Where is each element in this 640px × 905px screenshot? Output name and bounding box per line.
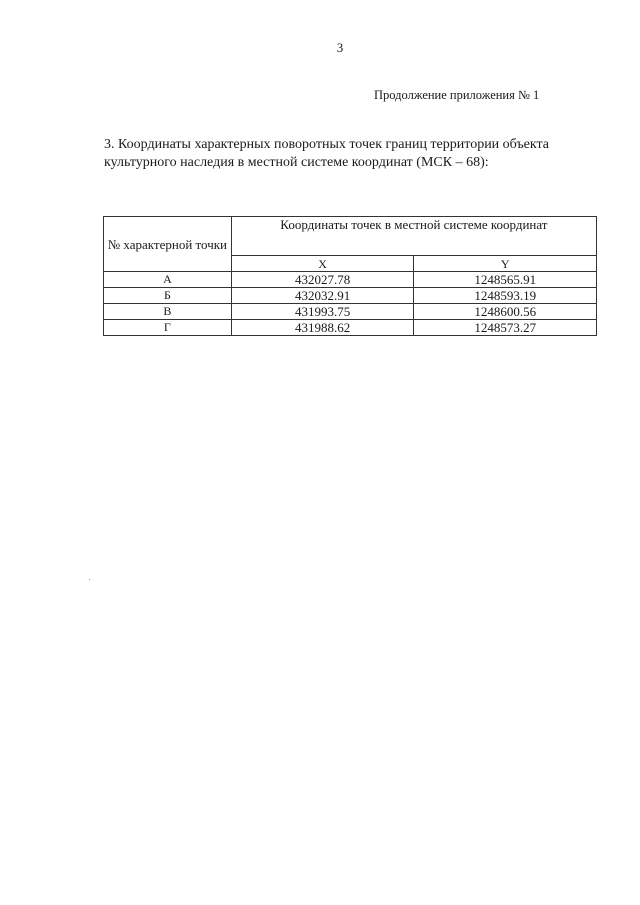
appendix-note: Продолжение приложения № 1 [374, 88, 540, 102]
page-number: 3 [336, 40, 344, 55]
x-value: 432027.78 [231, 272, 414, 288]
y-value: 1248573.27 [414, 320, 597, 336]
section-heading-line-2: культурного наследия в местной системе координат (МСК – 68): [104, 155, 489, 170]
y-value: 1248593.19 [414, 288, 597, 304]
x-value: 432032.91 [231, 288, 414, 304]
point-label: А [104, 272, 232, 288]
x-value: 431988.62 [231, 320, 414, 336]
point-column-header: № характерной точки [104, 217, 232, 272]
table-row [104, 272, 597, 288]
point-label: Г [104, 320, 232, 336]
point-label: Б [104, 288, 232, 304]
x-value: 431993.75 [231, 304, 414, 320]
scan-speck [89, 579, 90, 580]
y-value: 1248600.56 [414, 304, 597, 320]
point-label: В [104, 304, 232, 320]
table-row [104, 320, 597, 336]
section-heading-line-1: 3. Координаты характерных поворотных точек границ территории объекта [104, 137, 550, 152]
y-column-header: Y [414, 256, 597, 272]
x-column-header: X [231, 256, 414, 272]
y-value: 1248565.91 [414, 272, 597, 288]
section-heading [104, 136, 584, 172]
table-header-row [104, 217, 597, 256]
coordinates-column-header: Координаты точек в местной системе координат [231, 217, 596, 256]
table-row [104, 288, 597, 304]
table-row [104, 304, 597, 320]
coordinates-table [103, 216, 597, 336]
